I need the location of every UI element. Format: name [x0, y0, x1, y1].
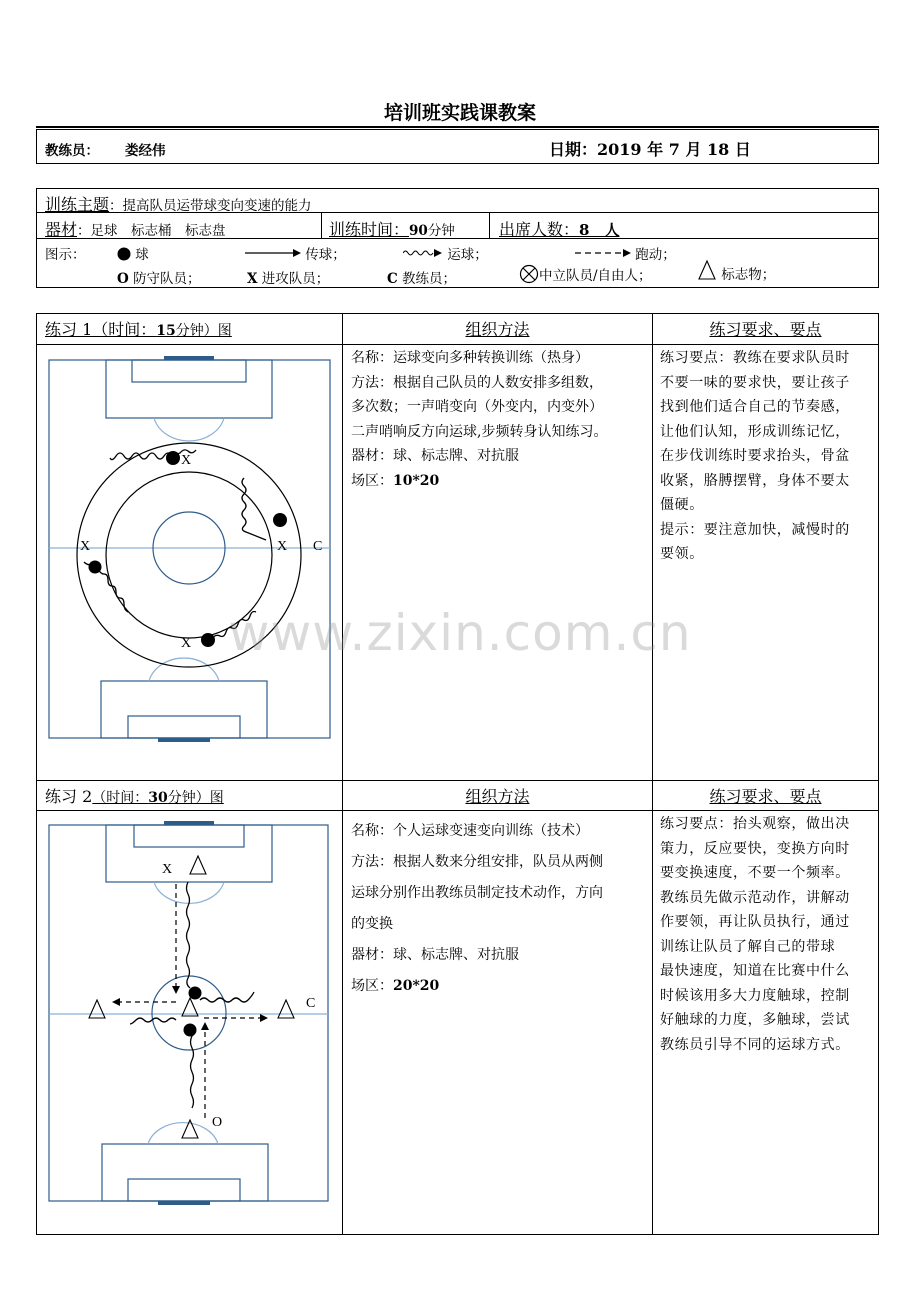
top-goal-box [134, 825, 244, 847]
exercise1-method-line: 二声哨响反方向运球,步频转身认知练习。 [351, 423, 608, 440]
coach-label: C [306, 996, 316, 1011]
dribble-path [200, 992, 254, 1002]
info-vrule-2 [489, 213, 490, 238]
title-rule [36, 126, 879, 128]
exercise2-requirements-heading: 练习要求、要点 [709, 787, 822, 806]
exercise2-req-line: 训练让队员了解自己的带球 [660, 938, 836, 955]
arrowhead [260, 1014, 268, 1022]
dribble-arrow-icon [403, 247, 443, 259]
dribble-path [242, 478, 266, 540]
row-divider-1 [37, 344, 878, 345]
top-goal [164, 356, 214, 360]
ball-icon [273, 513, 287, 527]
exercise2-requirements [660, 812, 878, 1057]
bottom-penalty-box [102, 1144, 268, 1201]
run-arrow-icon [575, 247, 631, 259]
ball-icon [166, 451, 180, 465]
marker-triangle-icon [190, 856, 206, 874]
pass-arrow-icon [245, 247, 301, 259]
legend-neutral: 中立队员/自由人； [519, 264, 652, 284]
legend-run: 跑动； [575, 243, 676, 263]
exercise2-req-line: 要变换速度，不要一个频率。 [660, 865, 850, 881]
exercise2-heading: 练习 2（时间：30分钟）图 [45, 787, 224, 806]
attacker-label: X [162, 862, 173, 877]
arrowhead [172, 986, 180, 994]
ball-icon [184, 1024, 197, 1037]
exercise2-method-line: 器材：球、标志牌、对抗服 [351, 947, 519, 963]
exercise1-req-line: 提示：要注意加快，减慢时的 [660, 521, 850, 538]
exercise1-req-line: 收紧，胳膊摆臂，身体不要太 [660, 472, 850, 489]
page-title: 培训班实践课教案 [383, 102, 536, 124]
bottom-goal-box [128, 716, 240, 738]
theme-label: 训练主题 [45, 195, 110, 214]
legend-label: 图示： [45, 247, 86, 263]
legend-coach: C 教练员； [387, 271, 457, 287]
equipment [45, 217, 226, 240]
exercise1-req-line: 找到他们适合自己的节奏感， [660, 399, 850, 415]
theme-value: ：提高队员运带球变向变速的能力 [109, 198, 312, 214]
equipment-value: ：足球 标志桶 标志盘 [77, 223, 226, 239]
exercise2-req-line: 时候该用多大力度触球，控制 [660, 987, 850, 1004]
marker-triangle-icon [182, 998, 198, 1016]
top-penalty-box [106, 825, 272, 882]
attendance-value: 8 人 [579, 221, 620, 239]
exercise1-method [351, 346, 651, 493]
attendance [499, 217, 619, 240]
row-divider-3 [37, 810, 878, 811]
attacker-label: X [80, 539, 91, 554]
marker-triangle-icon [278, 1000, 294, 1018]
exercise1-requirements [660, 346, 878, 567]
training-info-box [36, 188, 879, 288]
exercise1-method-heading: 组织方法 [465, 320, 530, 339]
coach-label: C [313, 539, 323, 554]
attacker-label: X [277, 539, 288, 554]
neutral-player-icon [519, 264, 539, 284]
attacker-label: X [181, 636, 192, 651]
attendance-label: 出席人数： [499, 220, 580, 239]
exercise1-method-line: 名称：运球变向多种转换训练（热身） [351, 350, 589, 366]
watermark: www.zixin.com.cn [228, 604, 692, 662]
exercise1-heading: 练习 1（时间：15分钟）图 [45, 320, 232, 339]
exercise2-req-line: 教练员先做示范动作，讲解动 [660, 889, 850, 906]
exercise2-method-line: 的变换 [351, 916, 393, 932]
time-unit: 分钟 [427, 223, 455, 239]
top-penalty-box [106, 360, 272, 418]
exercise2-method-heading: 组织方法 [465, 787, 530, 806]
training-time [329, 217, 455, 240]
legend-dribble: 运球； [403, 243, 488, 263]
exercise2-req-line: 好触球的力度，多触球，尝试 [660, 1012, 850, 1028]
date-field: 日期：2019 年 7 月 18 日 [549, 140, 751, 159]
exercise1-req-line: 练习要点：教练在要求队员时 [660, 350, 850, 366]
exercise1-method-line: 多次数；一声哨变向（外变内，内变外） [351, 399, 603, 415]
ball-icon [189, 987, 202, 1000]
info-vrule-1 [321, 213, 322, 238]
marker-triangle-icon [89, 1000, 105, 1018]
exercise1-req-line: 让他们认知，形成训练记忆， [660, 423, 850, 440]
header-box [36, 129, 879, 164]
exercise1-area: 场区：10*20 [351, 472, 440, 489]
arrowhead [201, 1022, 209, 1030]
bottom-penalty-arc [148, 1123, 218, 1144]
top-penalty-arc [154, 418, 224, 441]
attacker-label: X [181, 453, 192, 468]
training-theme [45, 192, 312, 215]
legend-ball: 球 [117, 243, 149, 263]
exercise1-requirements-heading: 练习要求、要点 [709, 320, 822, 339]
bottom-goal [158, 1201, 210, 1205]
top-goal [164, 821, 214, 825]
time-value: 90 [409, 223, 428, 239]
exercise1-method-line: 器材：球、标志牌、对抗服 [351, 448, 519, 464]
exercise2-field-diagram [44, 818, 336, 1214]
exercise1-field-diagram [44, 350, 336, 746]
bottom-goal [158, 738, 210, 742]
row-divider-2 [37, 780, 878, 781]
exercise2-req-line: 最快速度，知道在比赛中什么 [660, 963, 850, 979]
arrowhead [112, 998, 120, 1006]
dribble-path [187, 882, 191, 988]
exercise2-req-line: 作要领，再让队员执行，通过 [660, 914, 850, 930]
exercise2-method-line: 运球分别作出教练员制定技术动作，方向 [351, 885, 603, 901]
ball-icon [89, 561, 102, 574]
defender-label: O [212, 1115, 223, 1130]
exercise1-req-line: 要领。 [660, 546, 704, 562]
exercise2-req-line: 策力，反应要快，变换方向时 [660, 840, 850, 857]
exercise1-req-line: 在步伐训练时要求抬头，骨盆 [660, 448, 850, 464]
exercise1-req-line: 不要一味的要求快，要让孩子 [660, 374, 850, 391]
coach-label: 教练员： [45, 143, 99, 159]
legend-marker: 标志物； [697, 259, 775, 283]
legend-attacker: X 进攻队员； [247, 271, 330, 287]
bottom-penalty-box [101, 681, 267, 738]
legend-defender: O 防守队员； [117, 271, 201, 287]
exercise2-req-line: 练习要点：抬头观察，做出决 [660, 816, 850, 832]
col-divider-2 [652, 314, 653, 1234]
exercise1-method-line: 方法：根据自己队员的人数安排多组数， [351, 374, 603, 391]
exercise2-method [351, 816, 651, 1002]
marker-triangle-icon [697, 259, 717, 281]
exercise2-method-line: 方法：根据人数来分组安排，队员从两侧 [351, 854, 603, 870]
bottom-goal-box [128, 1179, 240, 1201]
dribble-path [190, 1026, 194, 1108]
col-divider-1 [342, 314, 343, 1234]
exercise2-area: 场区：20*20 [351, 978, 440, 994]
exercise2-req-line: 教练员引导不同的运球方式。 [660, 1036, 850, 1053]
exercise1-req-line: 僵硬。 [660, 497, 704, 513]
equipment-label: 器材 [45, 220, 78, 239]
coach-name: 娄经伟 [125, 143, 166, 159]
ball-icon [117, 247, 131, 261]
time-label: 训练时间： [329, 220, 410, 239]
exercise2-method-line: 名称：个人运球变速变向训练（技术） [351, 823, 589, 839]
legend-pass: 传球； [245, 243, 346, 263]
top-goal-box [132, 360, 246, 382]
